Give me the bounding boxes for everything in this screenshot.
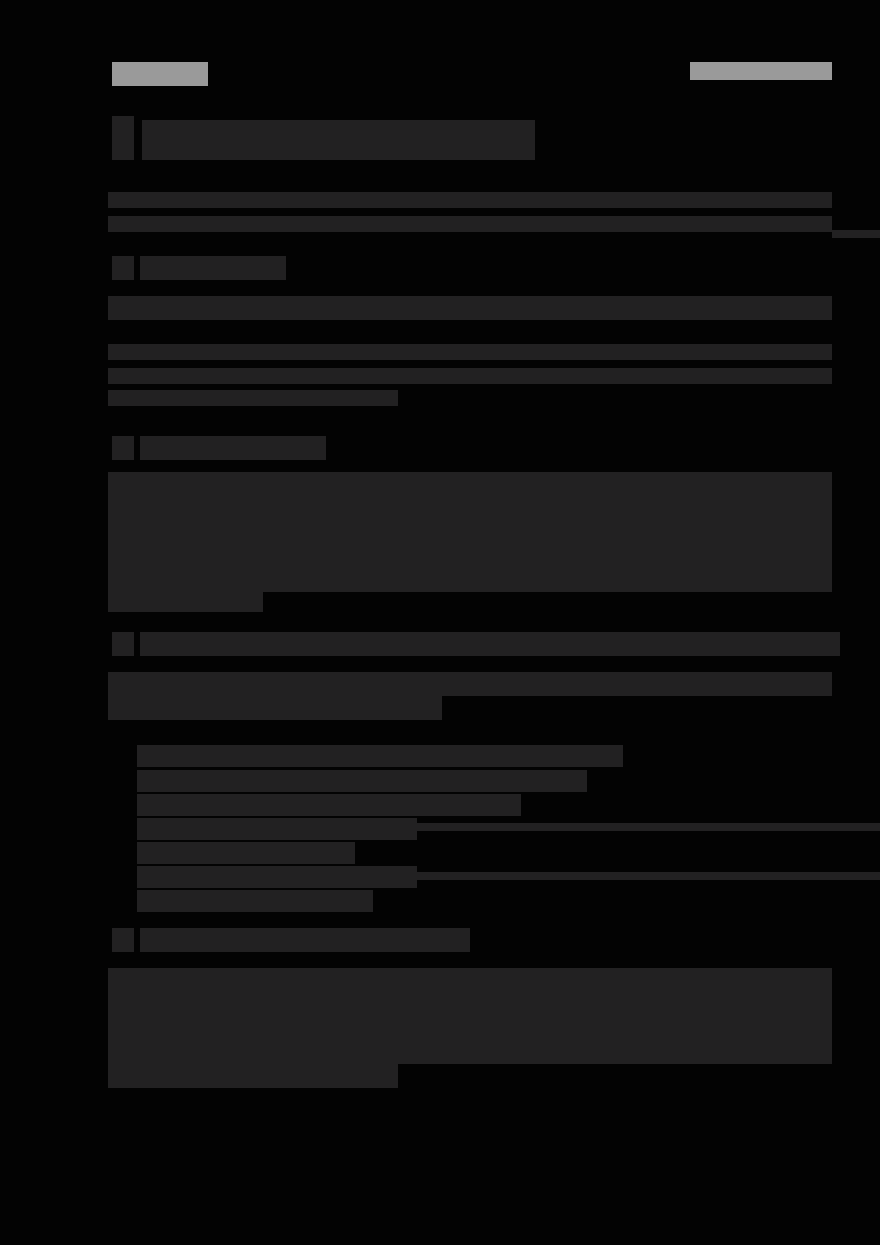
section-4-title	[140, 928, 470, 952]
section-1-paragraph-1	[108, 296, 832, 320]
chapter-title	[142, 120, 535, 160]
section-3-title	[140, 632, 840, 656]
list-item	[137, 745, 623, 767]
list-item	[137, 794, 521, 816]
section-1-title	[140, 256, 286, 280]
list-item	[137, 842, 355, 864]
section-2-number	[112, 436, 134, 460]
list-item	[137, 890, 373, 912]
section-3-number	[112, 632, 134, 656]
running-header-right	[690, 62, 832, 80]
running-header-left	[112, 62, 208, 86]
section-2-title	[140, 436, 326, 460]
chapter-number	[112, 116, 134, 160]
section-1-number	[112, 256, 134, 280]
list-item	[137, 770, 587, 792]
section-4-number	[112, 928, 134, 952]
